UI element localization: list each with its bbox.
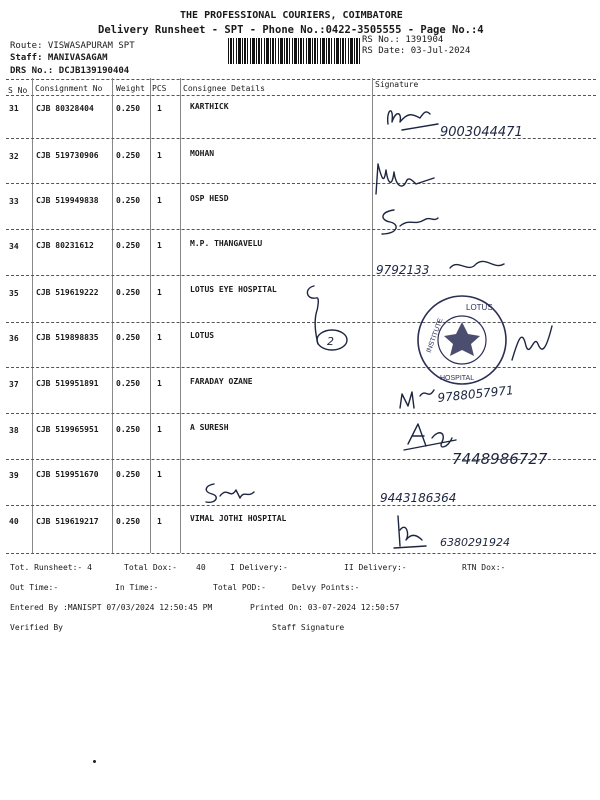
entered-by: Entered By :MANISPT 07/03/2024 12:50:45 PM xyxy=(10,603,213,612)
row-pcs: 1 xyxy=(157,288,162,297)
row-weight: 0.250 xyxy=(116,470,141,479)
handwritten-phone-row-39-wrap xyxy=(380,480,530,510)
hospital-stamp xyxy=(414,292,510,388)
row-consignee: LOTUS EYE HOSPITAL xyxy=(190,285,277,294)
handwritten-phone-row-38: 7448986727 xyxy=(452,450,548,468)
header-top-rule xyxy=(6,79,596,80)
row-weight: 0.250 xyxy=(116,517,141,526)
ii-delivery: II Delivery:- xyxy=(344,563,407,572)
row-sno: 35 xyxy=(9,289,19,298)
out-time: Out Time:- xyxy=(10,583,59,592)
row-consignee: FARADAY OZANE xyxy=(190,377,253,386)
col-divider xyxy=(180,78,181,553)
row-sno: 33 xyxy=(9,197,19,206)
row-weight: 0.250 xyxy=(116,425,141,434)
header-bottom-rule xyxy=(6,95,596,96)
tot-runsheet: Tot. Runsheet:- 4 xyxy=(10,563,92,572)
col-divider xyxy=(112,78,113,553)
handwritten-phone-row-39: 9443186364 xyxy=(380,491,457,505)
col-divider xyxy=(150,78,151,553)
row-consignee: A SURESH xyxy=(190,423,229,432)
row-sno: 32 xyxy=(9,152,19,161)
col-sno: S No xyxy=(8,86,28,95)
col-divider xyxy=(32,78,33,553)
signature-row-40 xyxy=(392,510,572,554)
row-consignee: VIMAL JOTHI HOSPITAL xyxy=(190,514,287,523)
row-weight: 0.250 xyxy=(116,379,141,388)
row-weight: 0.250 xyxy=(116,241,141,250)
row-consignment: CJB 519949838 xyxy=(36,196,99,205)
verified-by: Verified By xyxy=(10,623,63,632)
rs-date: RS Date: 03-Jul-2024 xyxy=(362,46,471,56)
stamp-text-top: LOTUS xyxy=(466,303,493,312)
stamp-text-bottom: HOSPITAL xyxy=(440,375,475,382)
row-pcs: 1 xyxy=(157,379,162,388)
circled-number: 2 xyxy=(327,335,334,348)
row-consignment: CJB 519951891 xyxy=(36,379,99,388)
row-sno: 36 xyxy=(9,334,19,343)
row-weight: 0.250 xyxy=(116,288,141,297)
signature-row-33 xyxy=(374,204,444,240)
handwritten-phone-row-40: 6380291924 xyxy=(440,536,510,549)
signature-row-37 xyxy=(396,376,566,416)
stray-mark xyxy=(93,760,96,763)
drs-label: DRS No.: xyxy=(10,66,54,76)
i-delivery: I Delivery:- xyxy=(230,563,288,572)
row-rule xyxy=(6,183,596,184)
handwritten-phone-row-34: 9792133 xyxy=(376,263,430,277)
row-weight: 0.250 xyxy=(116,104,141,113)
row-weight: 0.250 xyxy=(116,196,141,205)
printed-on: Printed On: 03-07-2024 12:50:57 xyxy=(250,603,400,612)
col-weight: Weight xyxy=(116,84,145,93)
row-pcs: 1 xyxy=(157,241,162,250)
signature-row-39 xyxy=(200,478,270,508)
row-consignee: M.P. THANGAVELU xyxy=(190,239,263,248)
signature-row-38 xyxy=(402,418,592,472)
row-consignee: LOTUS xyxy=(190,331,215,340)
col-pcs: PCS xyxy=(152,84,167,93)
runsheet-title: Delivery Runsheet - SPT - Phone No.:0422-3505555 - Page No.:4 xyxy=(98,24,484,36)
total-dox-value: 40 xyxy=(196,563,206,572)
col-signature: Signature xyxy=(375,80,419,89)
total-pod: Total POD:- xyxy=(213,583,266,592)
row-consignee: OSP HESD xyxy=(190,194,229,203)
total-dox-label: Total Dox:- xyxy=(124,563,177,572)
handwritten-phone-row-31: 9003044471 xyxy=(440,125,523,140)
row-sno: 38 xyxy=(9,426,19,435)
col-consignment: Consignment No xyxy=(35,84,103,93)
row-consignment: CJB 519965951 xyxy=(36,425,99,434)
row-weight: 0.250 xyxy=(116,151,141,160)
row-consignment: CJB 80231612 xyxy=(36,241,94,250)
barcode xyxy=(228,38,360,64)
rtn-dox: RTN Dox:- xyxy=(462,563,506,572)
row-consignee: MOHAN xyxy=(190,149,215,158)
row-consignment: CJB 519619217 xyxy=(36,517,99,526)
delvy-points: Delvy Points:- xyxy=(292,583,360,592)
drs-value: DCJB139190404 xyxy=(58,66,130,76)
signature-row-35-36 xyxy=(296,280,376,360)
row-rule xyxy=(6,229,596,230)
row-weight: 0.250 xyxy=(116,333,141,342)
route-label: Route: VISWASAPURAM SPT xyxy=(10,41,135,51)
row-sno: 31 xyxy=(9,104,19,113)
row-consignment: CJB 519898835 xyxy=(36,333,99,342)
row-pcs: 1 xyxy=(157,517,162,526)
row-consignment: CJB 519730906 xyxy=(36,151,99,160)
row-pcs: 1 xyxy=(157,470,162,479)
row-pcs: 1 xyxy=(157,104,162,113)
handwritten-phone-row-37: 9788057971 xyxy=(436,383,515,405)
row-pcs: 1 xyxy=(157,333,162,342)
row-pcs: 1 xyxy=(157,425,162,434)
signature-row-32 xyxy=(372,150,442,200)
row-consignment: CJB 519951670 xyxy=(36,470,99,479)
company-name: THE PROFESSIONAL COURIERS, COIMBATORE xyxy=(180,10,403,21)
row-sno: 39 xyxy=(9,471,19,480)
row-consignee: KARTHICK xyxy=(190,102,229,111)
rs-number: RS No.: 1391904 xyxy=(362,35,444,45)
stamp-text-left: INSTITUTE xyxy=(425,317,445,354)
staff-label: Staff: MANIVASAGAM xyxy=(10,53,108,63)
row-sno: 34 xyxy=(9,242,19,251)
col-consignee: Consignee Details xyxy=(183,84,265,93)
drs-number xyxy=(10,66,129,76)
row-consignment: CJB 80328404 xyxy=(36,104,94,113)
row-sno: 40 xyxy=(9,517,19,526)
row-consignment: CJB 519619222 xyxy=(36,288,99,297)
signature-row-36 xyxy=(508,320,558,370)
row-pcs: 1 xyxy=(157,151,162,160)
row-sno: 37 xyxy=(9,380,19,389)
signature-row-34 xyxy=(376,252,516,284)
signature-row-31 xyxy=(380,100,560,142)
staff-signature: Staff Signature xyxy=(272,623,345,632)
in-time: In Time:- xyxy=(115,583,159,592)
row-pcs: 1 xyxy=(157,196,162,205)
